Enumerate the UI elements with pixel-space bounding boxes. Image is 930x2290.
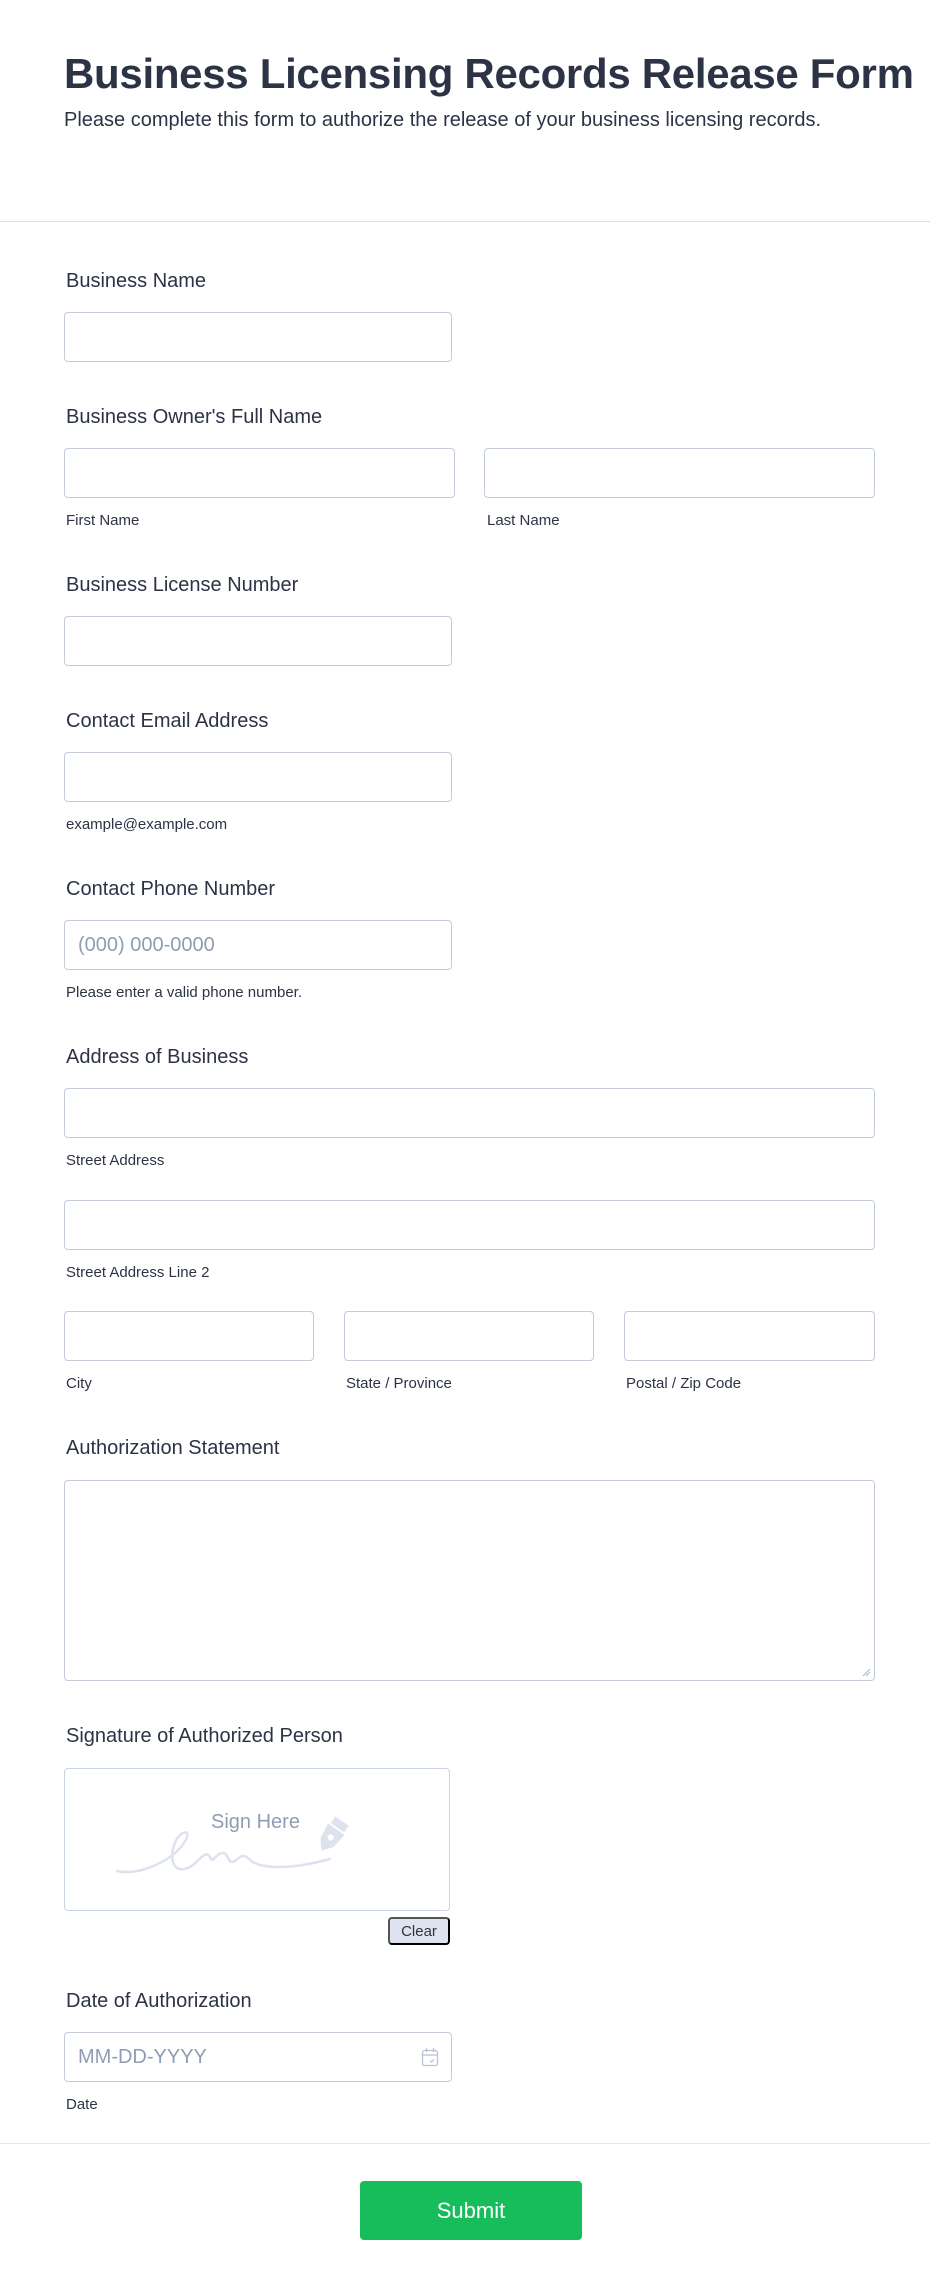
calendar-icon[interactable] bbox=[421, 2047, 439, 2067]
email-label: Contact Email Address bbox=[66, 710, 269, 732]
email-input[interactable] bbox=[64, 752, 452, 802]
city-input[interactable] bbox=[64, 1311, 314, 1361]
license-number-label: Business License Number bbox=[66, 574, 299, 596]
state-input[interactable] bbox=[344, 1311, 594, 1361]
authorization-textarea[interactable] bbox=[64, 1480, 875, 1681]
street-address-line2-input[interactable] bbox=[64, 1200, 875, 1250]
license-number-input[interactable] bbox=[64, 616, 452, 666]
last-name-sublabel: Last Name bbox=[487, 512, 560, 529]
phone-input[interactable] bbox=[64, 920, 452, 970]
sign-here-placeholder: Sign Here bbox=[211, 1811, 300, 1833]
clear-signature-button[interactable]: Clear bbox=[388, 1917, 450, 1945]
email-sublabel: example@example.com bbox=[66, 816, 228, 833]
submit-button[interactable]: Submit bbox=[360, 2181, 582, 2240]
date-sublabel: Date bbox=[66, 2096, 98, 2113]
first-name-input[interactable] bbox=[64, 448, 455, 498]
signature-label: Signature of Authorized Person bbox=[66, 1725, 343, 1747]
last-name-input[interactable] bbox=[484, 448, 875, 498]
zip-sublabel: Postal / Zip Code bbox=[626, 1375, 742, 1392]
street-address-sublabel: Street Address bbox=[66, 1152, 165, 1169]
footer-divider bbox=[0, 2143, 930, 2144]
city-sublabel: City bbox=[66, 1375, 92, 1392]
zip-input[interactable] bbox=[624, 1311, 875, 1361]
signature-pad[interactable] bbox=[64, 1768, 450, 1911]
owner-name-label: Business Owner's Full Name bbox=[66, 406, 323, 428]
street-address-line2-sublabel: Street Address Line 2 bbox=[66, 1264, 210, 1281]
authorization-label: Authorization Statement bbox=[66, 1437, 280, 1459]
business-name-input[interactable] bbox=[64, 312, 452, 362]
form-header bbox=[0, 0, 930, 222]
form-title: Business Licensing Records Release Form bbox=[64, 50, 914, 97]
business-name-label: Business Name bbox=[66, 270, 207, 292]
date-label: Date of Authorization bbox=[66, 1990, 252, 2012]
phone-placeholder: (000) 000-0000 bbox=[78, 933, 215, 956]
date-input[interactable] bbox=[64, 2032, 452, 2082]
form-subtitle: Please complete this form to authorize the release of your business licensing records. bbox=[64, 109, 822, 131]
first-name-sublabel: First Name bbox=[66, 512, 140, 529]
date-placeholder: MM-DD-YYYY bbox=[78, 2045, 207, 2068]
phone-sublabel: Please enter a valid phone number. bbox=[66, 984, 302, 1001]
phone-label: Contact Phone Number bbox=[66, 878, 276, 900]
state-sublabel: State / Province bbox=[346, 1375, 452, 1392]
address-label: Address of Business bbox=[66, 1046, 249, 1068]
resize-handle-icon[interactable] bbox=[861, 1667, 871, 1677]
street-address-input[interactable] bbox=[64, 1088, 875, 1138]
